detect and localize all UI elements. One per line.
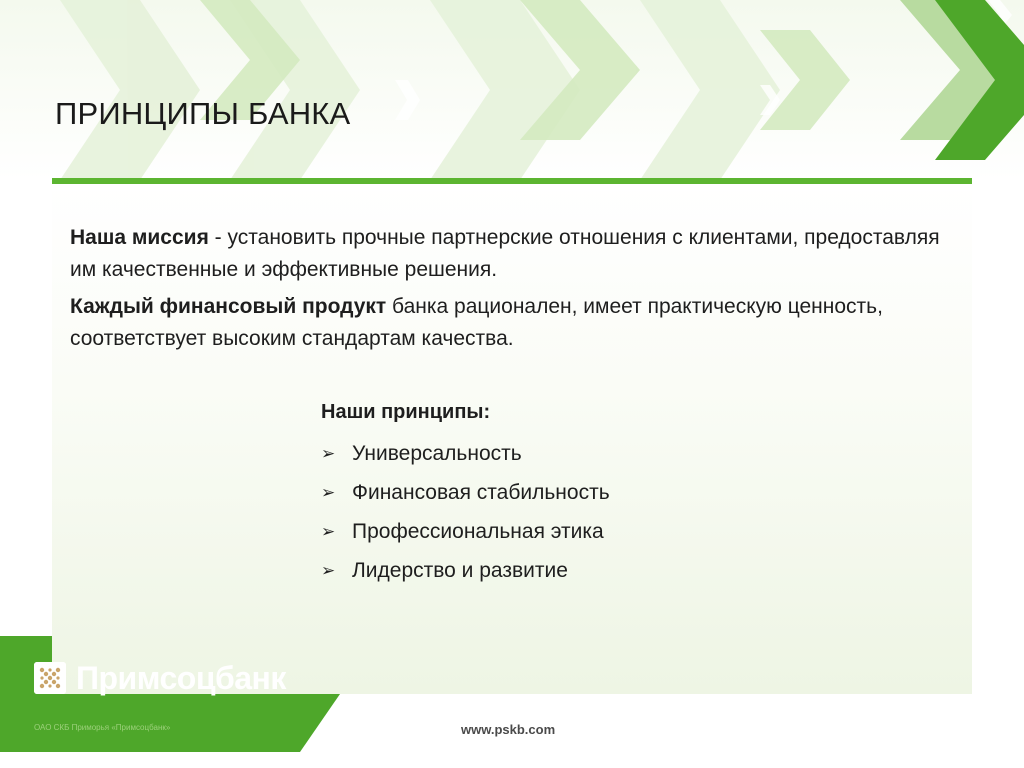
principle-label: Универсальность [352,441,522,465]
website-link[interactable]: www.pskb.com [461,722,556,737]
product-text: банка рационален, имеет практическую ценность, соответствует высоким стандартам качества. [70,295,883,350]
principle-label: Профессиональная этика [352,519,604,543]
principle-label: Лидерство и развитие [352,558,568,582]
principles-list [321,396,821,590]
primsotsbank-logo-icon [34,662,66,694]
list-item [321,512,821,551]
mission-lead: Наша миссия [70,226,209,249]
principles-heading: Наши принципы: [321,401,491,423]
list-item [321,551,821,590]
arrowhead-bullet-icon: ➢ [321,521,336,541]
list-item [321,434,821,473]
product-paragraph [70,291,960,355]
arrowhead-bullet-icon: ➢ [321,560,336,580]
product-lead: Каждый финансовый продукт [70,295,387,318]
slide-title: ПРИНЦИПЫ БАНКА [55,96,351,131]
list-item [321,473,821,512]
legal-entity-text: ОАО СКБ Приморья «Примсоцбанк» [34,723,171,732]
brand-name: Примсоцбанк [76,660,286,696]
arrowhead-bullet-icon: ➢ [321,482,336,502]
principle-label: Финансовая стабильность [352,480,610,504]
mission-paragraph [70,222,960,286]
mission-text: - установить прочные партнерские отношения с клиентами, предоставляя им качественные и эффективные решения. [70,226,940,281]
arrowhead-bullet-icon: ➢ [321,443,336,463]
